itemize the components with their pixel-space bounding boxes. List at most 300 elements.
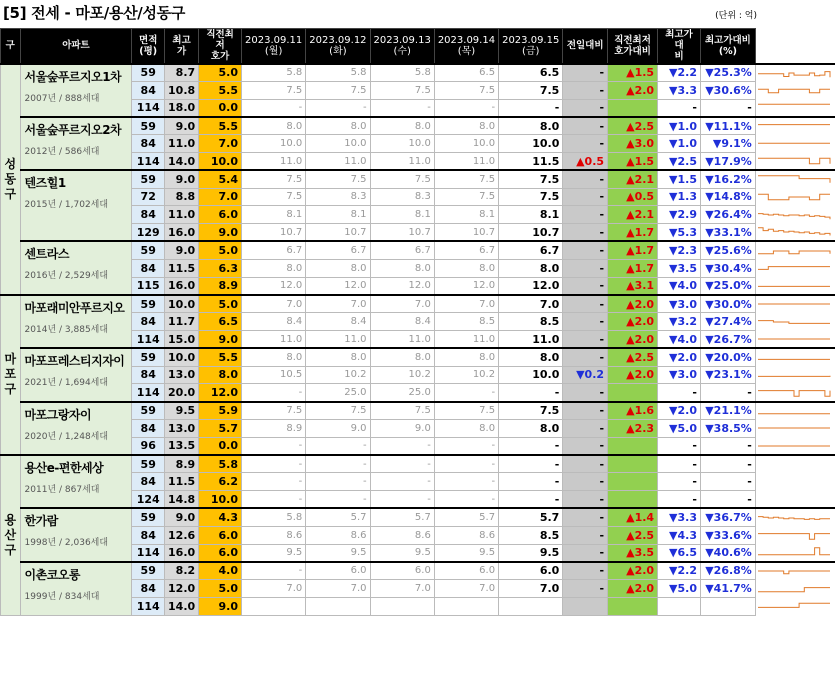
prev-low-ask-cell: 7.0 xyxy=(199,188,242,206)
price-cell: 8.0 xyxy=(434,259,498,277)
max-compare-cell: - xyxy=(658,491,701,509)
apartment-info: 1999년 / 834세대 xyxy=(24,591,100,602)
price-cell-today: 8.0 xyxy=(499,117,563,135)
price-cell: 11.0 xyxy=(434,152,498,170)
max-compare-pct-cell: - xyxy=(701,99,756,117)
price-cell: 8.1 xyxy=(242,206,306,224)
day-change-cell: - xyxy=(563,241,608,259)
prev-low-ask-cell: 5.8 xyxy=(199,455,242,473)
price-cell: 8.3 xyxy=(306,188,370,206)
day-change-cell: - xyxy=(563,135,608,153)
apartment-cell xyxy=(20,402,132,455)
sparkline-series xyxy=(758,71,830,77)
price-cell-today: 11.5 xyxy=(499,152,563,170)
max-compare-pct-cell: ▼9.1% xyxy=(701,135,756,153)
max-compare-cell: ▼4.0 xyxy=(658,330,701,348)
apartment-name: 용산e-편한세상 xyxy=(24,461,104,476)
max-price-cell: 13.5 xyxy=(165,437,199,455)
price-cell-today: 6.0 xyxy=(499,562,563,580)
max-compare-cell: ▼2.0 xyxy=(658,348,701,366)
sparkline xyxy=(756,99,832,115)
price-cell: 6.7 xyxy=(242,241,306,259)
prev-low-ask-cell: 10.0 xyxy=(199,491,242,509)
prev-low-ask-cell: 5.4 xyxy=(199,170,242,188)
area-cell: 129 xyxy=(132,224,165,242)
table-row xyxy=(1,348,835,366)
district-name: 용산구 xyxy=(1,455,21,615)
area-cell: 84 xyxy=(132,259,165,277)
area-cell: 84 xyxy=(132,313,165,331)
apartment-info: 2007년 / 888세대 xyxy=(24,93,100,104)
max-compare-cell: ▼4.0 xyxy=(658,277,701,295)
max-compare-pct-cell: ▼17.9% xyxy=(701,152,756,170)
max-price-cell: 18.0 xyxy=(165,99,199,117)
price-cell: - xyxy=(370,99,434,117)
apartment-cell xyxy=(20,295,132,348)
price-cell-today: 8.5 xyxy=(499,526,563,544)
day-change-cell: - xyxy=(563,562,608,580)
table-row xyxy=(1,402,835,420)
price-cell: - xyxy=(242,491,306,509)
price-cell: - xyxy=(434,99,498,117)
low-compare-cell: ▲2.1 xyxy=(608,170,658,188)
header-date-3: 2023.09.14 (목) xyxy=(434,29,498,64)
price-cell: 10.2 xyxy=(306,366,370,384)
low-compare-cell: ▲1.4 xyxy=(608,508,658,526)
price-cell: 5.8 xyxy=(370,64,434,82)
area-cell: 96 xyxy=(132,437,165,455)
apartment-info: 2020년 / 1,248세대 xyxy=(24,431,109,442)
apartment-name: 이촌코오롱 xyxy=(24,567,81,582)
area-cell: 72 xyxy=(132,188,165,206)
prev-low-ask-cell: 0.0 xyxy=(199,437,242,455)
apartment-name: 서울숲푸르지오1차 xyxy=(24,69,122,84)
low-compare-cell: ▲3.5 xyxy=(608,544,658,562)
low-compare-cell: ▲3.1 xyxy=(608,277,658,295)
area-cell: 114 xyxy=(132,544,165,562)
max-compare-pct-cell: ▼20.0% xyxy=(701,348,756,366)
max-price-cell: 13.0 xyxy=(165,366,199,384)
low-compare-cell xyxy=(608,99,658,117)
prev-low-ask-cell: 9.0 xyxy=(199,224,242,242)
sparkline xyxy=(756,277,832,293)
area-cell: 59 xyxy=(132,64,165,82)
max-price-cell: 12.6 xyxy=(165,526,199,544)
max-compare-cell: ▼2.5 xyxy=(658,152,701,170)
max-compare-cell: ▼5.0 xyxy=(658,580,701,598)
max-compare-cell: ▼2.2 xyxy=(658,64,701,82)
max-price-cell: 8.8 xyxy=(165,188,199,206)
price-cell: 8.1 xyxy=(370,206,434,224)
price-cell: 8.1 xyxy=(306,206,370,224)
max-compare-pct-cell: ▼30.0% xyxy=(701,295,756,313)
max-compare-cell: - xyxy=(658,455,701,473)
prev-low-ask-cell: 7.0 xyxy=(199,135,242,153)
max-price-cell: 14.8 xyxy=(165,491,199,509)
day-change-cell: - xyxy=(563,491,608,509)
max-price-cell: 16.0 xyxy=(165,277,199,295)
max-compare-pct-cell: ▼14.8% xyxy=(701,188,756,206)
sparkline xyxy=(756,581,832,597)
max-price-cell: 11.0 xyxy=(165,135,199,153)
price-cell: 8.0 xyxy=(370,117,434,135)
price-cell: 7.5 xyxy=(242,170,306,188)
price-cell: 8.0 xyxy=(306,117,370,135)
sparkline xyxy=(756,510,832,526)
max-compare-pct-cell: ▼16.2% xyxy=(701,170,756,188)
day-change-cell: - xyxy=(563,348,608,366)
area-cell: 114 xyxy=(132,597,165,615)
sparkline xyxy=(756,598,832,614)
area-cell: 84 xyxy=(132,206,165,224)
max-compare-cell: ▼3.3 xyxy=(658,508,701,526)
price-cell: 6.0 xyxy=(434,562,498,580)
table-row xyxy=(1,241,835,259)
sparkline-series xyxy=(758,320,830,323)
max-compare-pct-cell: ▼36.7% xyxy=(701,508,756,526)
price-cell: - xyxy=(306,473,370,491)
price-cell-today: - xyxy=(499,473,563,491)
low-compare-cell: ▲2.0 xyxy=(608,330,658,348)
max-price-cell: 15.0 xyxy=(165,330,199,348)
low-compare-cell xyxy=(608,455,658,473)
price-cell: 7.5 xyxy=(370,81,434,99)
max-compare-cell: ▼3.3 xyxy=(658,81,701,99)
low-compare-cell: ▲1.7 xyxy=(608,224,658,242)
price-cell: 7.5 xyxy=(434,188,498,206)
prev-low-ask-cell: 5.0 xyxy=(199,295,242,313)
price-cell: 9.0 xyxy=(306,419,370,437)
price-cell-today: 8.0 xyxy=(499,259,563,277)
max-compare-pct-cell: ▼26.8% xyxy=(701,562,756,580)
prev-low-ask-cell: 6.5 xyxy=(199,313,242,331)
sparkline xyxy=(756,350,832,366)
district-name: 성동구 xyxy=(1,64,21,295)
sparkline-cell xyxy=(755,277,835,295)
area-cell: 59 xyxy=(132,170,165,188)
price-cell-today: - xyxy=(499,384,563,402)
price-cell: 10.0 xyxy=(306,135,370,153)
price-cell-today: 10.7 xyxy=(499,224,563,242)
header-maxcmp: 최고가대 비 xyxy=(658,29,701,64)
apartment-info: 2014년 / 3,885세대 xyxy=(24,324,109,335)
price-cell: 7.5 xyxy=(242,81,306,99)
max-compare-pct-cell: ▼30.6% xyxy=(701,81,756,99)
apartment-cell xyxy=(20,241,132,294)
day-change-cell: - xyxy=(563,259,608,277)
price-cell: - xyxy=(434,384,498,402)
area-cell: 59 xyxy=(132,348,165,366)
day-change-cell: ▼0.2 xyxy=(563,366,608,384)
max-compare-cell: ▼3.0 xyxy=(658,366,701,384)
price-cell: - xyxy=(242,384,306,402)
low-compare-cell: ▲2.0 xyxy=(608,366,658,384)
sparkline-series xyxy=(758,89,830,93)
max-compare-cell: - xyxy=(658,384,701,402)
low-compare-cell: ▲2.0 xyxy=(608,580,658,598)
max-price-cell: 14.0 xyxy=(165,152,199,170)
table-row xyxy=(1,170,835,188)
day-change-cell: - xyxy=(563,580,608,598)
price-cell: 8.0 xyxy=(434,419,498,437)
low-compare-cell xyxy=(608,384,658,402)
price-cell: 8.1 xyxy=(434,206,498,224)
price-cell: 7.5 xyxy=(306,81,370,99)
max-compare-cell: ▼4.3 xyxy=(658,526,701,544)
price-cell: 5.8 xyxy=(306,64,370,82)
prev-low-ask-cell: 8.9 xyxy=(199,277,242,295)
max-compare-cell: ▼1.5 xyxy=(658,170,701,188)
sparkline xyxy=(756,153,832,169)
sparkline-cell xyxy=(755,384,835,402)
max-price-cell: 10.0 xyxy=(165,295,199,313)
price-cell: 5.8 xyxy=(242,64,306,82)
price-cell: 7.5 xyxy=(434,402,498,420)
header-date-4: 2023.09.15 (금) xyxy=(499,29,563,64)
price-cell: - xyxy=(306,491,370,509)
max-price-cell: 8.7 xyxy=(165,64,199,82)
apartment-info: 2011년 / 867세대 xyxy=(24,485,100,496)
max-price-cell: 9.0 xyxy=(165,117,199,135)
price-cell: 7.0 xyxy=(242,580,306,598)
price-cell: 9.0 xyxy=(370,419,434,437)
sparkline-cell xyxy=(755,313,835,331)
area-cell: 59 xyxy=(132,241,165,259)
max-compare-cell: ▼6.5 xyxy=(658,544,701,562)
price-cell-today: - xyxy=(499,455,563,473)
header-date-0: 2023.09.11 (월) xyxy=(242,29,306,64)
sparkline-series xyxy=(758,587,830,591)
area-cell: 84 xyxy=(132,580,165,598)
price-cell: 8.0 xyxy=(242,259,306,277)
max-compare-pct-cell: ▼26.7% xyxy=(701,330,756,348)
area-cell: 124 xyxy=(132,491,165,509)
price-cell: 11.0 xyxy=(242,152,306,170)
price-cell: 11.0 xyxy=(370,330,434,348)
price-cell: - xyxy=(242,473,306,491)
max-compare-cell: ▼1.0 xyxy=(658,135,701,153)
price-cell: 11.0 xyxy=(306,330,370,348)
price-cell: 25.0 xyxy=(370,384,434,402)
area-cell: 114 xyxy=(132,152,165,170)
prev-low-ask-cell: 6.3 xyxy=(199,259,242,277)
sparkline-cell xyxy=(755,117,835,135)
sparkline-cell xyxy=(755,597,835,615)
day-change-cell: - xyxy=(563,81,608,99)
area-cell: 59 xyxy=(132,295,165,313)
price-cell: 8.0 xyxy=(434,348,498,366)
area-cell: 84 xyxy=(132,473,165,491)
price-cell: 10.7 xyxy=(306,224,370,242)
low-compare-cell: ▲3.0 xyxy=(608,135,658,153)
price-cell: 8.6 xyxy=(370,526,434,544)
area-cell: 59 xyxy=(132,562,165,580)
price-cell-today: 7.5 xyxy=(499,402,563,420)
sparkline xyxy=(756,260,832,276)
max-price-cell: 20.0 xyxy=(165,384,199,402)
sparkline xyxy=(756,384,832,400)
sparkline-cell xyxy=(755,366,835,384)
low-compare-cell: ▲1.7 xyxy=(608,259,658,277)
price-cell: 10.7 xyxy=(434,224,498,242)
apartment-info: 2016년 / 2,529세대 xyxy=(24,271,109,282)
day-change-cell: - xyxy=(563,188,608,206)
sparkline-cell xyxy=(755,526,835,544)
max-compare-cell: - xyxy=(658,99,701,117)
table-row xyxy=(1,562,835,580)
price-cell: 8.4 xyxy=(242,313,306,331)
sparkline-cell xyxy=(755,348,835,366)
price-cell: 7.0 xyxy=(242,295,306,313)
price-cell: 8.4 xyxy=(370,313,434,331)
apartment-info: 1998년 / 2,036세대 xyxy=(24,538,109,549)
sparkline-series xyxy=(758,534,830,540)
price-cell xyxy=(370,597,434,615)
apartment-cell xyxy=(20,117,132,170)
apartment-name: 마포래미안푸르지오 xyxy=(24,300,125,315)
price-cell-today: 7.5 xyxy=(499,81,563,99)
max-compare-pct-cell: ▼11.1% xyxy=(701,117,756,135)
area-cell: 59 xyxy=(132,117,165,135)
prev-low-ask-cell: 10.0 xyxy=(199,152,242,170)
low-compare-cell: ▲2.0 xyxy=(608,313,658,331)
low-compare-cell xyxy=(608,597,658,615)
price-cell: 8.3 xyxy=(370,188,434,206)
table-row xyxy=(1,508,835,526)
apartment-cell xyxy=(20,508,132,561)
price-cell-today: 12.0 xyxy=(499,277,563,295)
prev-low-ask-cell: 5.0 xyxy=(199,241,242,259)
price-cell: - xyxy=(370,455,434,473)
max-compare-pct-cell: - xyxy=(701,384,756,402)
page-title: [5] 전세 - 마포/용산/성동구 xyxy=(3,4,186,22)
sparkline xyxy=(756,189,832,205)
price-cell: 9.5 xyxy=(306,544,370,562)
max-compare-cell: ▼3.2 xyxy=(658,313,701,331)
low-compare-cell: ▲1.5 xyxy=(608,152,658,170)
price-cell: 5.8 xyxy=(242,508,306,526)
price-cell: 6.5 xyxy=(434,64,498,82)
apartment-name: 마포그랑자이 xyxy=(24,407,92,422)
sparkline-series xyxy=(758,603,830,607)
sparkline-series xyxy=(758,376,830,377)
sparkline-series xyxy=(758,571,830,574)
day-change-cell: - xyxy=(563,99,608,117)
price-cell: - xyxy=(370,437,434,455)
price-cell: 7.0 xyxy=(370,580,434,598)
max-price-cell: 11.5 xyxy=(165,259,199,277)
price-cell: 7.5 xyxy=(306,402,370,420)
apartment-info: 2021년 / 1,694세대 xyxy=(24,378,109,389)
sparkline-cell xyxy=(755,544,835,562)
sparkline-cell xyxy=(755,152,835,170)
price-cell-today: - xyxy=(499,437,563,455)
sparkline xyxy=(756,420,832,436)
prev-low-ask-cell: 6.0 xyxy=(199,544,242,562)
sparkline xyxy=(756,224,832,240)
price-cell: - xyxy=(434,491,498,509)
price-cell xyxy=(306,597,370,615)
price-cell: - xyxy=(242,437,306,455)
max-compare-cell: ▼1.0 xyxy=(658,117,701,135)
header-row xyxy=(1,29,835,64)
low-compare-cell: ▲2.5 xyxy=(608,526,658,544)
max-compare-pct-cell: ▼21.1% xyxy=(701,402,756,420)
table-row xyxy=(1,295,835,313)
max-compare-pct-cell: ▼27.4% xyxy=(701,313,756,331)
area-cell: 59 xyxy=(132,508,165,526)
price-cell: 10.2 xyxy=(434,366,498,384)
sparkline-series xyxy=(758,548,830,555)
price-cell-today: 7.0 xyxy=(499,295,563,313)
price-cell: - xyxy=(242,455,306,473)
sparkline-cell xyxy=(755,508,835,526)
max-price-cell: 9.5 xyxy=(165,402,199,420)
max-compare-pct-cell: - xyxy=(701,491,756,509)
price-cell: 11.0 xyxy=(370,152,434,170)
sparkline xyxy=(756,136,832,152)
day-change-cell: - xyxy=(563,455,608,473)
sparkline-cell xyxy=(755,99,835,117)
day-change-cell: - xyxy=(563,330,608,348)
price-cell: 7.5 xyxy=(242,402,306,420)
table-body xyxy=(1,64,835,616)
price-cell: 11.0 xyxy=(434,330,498,348)
price-cell: 8.0 xyxy=(370,348,434,366)
low-compare-cell: ▲2.5 xyxy=(608,117,658,135)
area-cell: 114 xyxy=(132,384,165,402)
area-cell: 114 xyxy=(132,330,165,348)
max-compare-cell: ▼2.3 xyxy=(658,241,701,259)
sparkline-cell xyxy=(755,295,835,313)
max-price-cell: 9.0 xyxy=(165,508,199,526)
prev-low-ask-cell: 6.2 xyxy=(199,473,242,491)
price-cell: 7.0 xyxy=(434,580,498,598)
price-cell: 10.0 xyxy=(242,135,306,153)
price-cell-today: 6.7 xyxy=(499,241,563,259)
price-cell: 8.0 xyxy=(242,348,306,366)
price-cell: - xyxy=(306,99,370,117)
price-cell: 11.0 xyxy=(306,152,370,170)
max-compare-pct-cell: ▼23.1% xyxy=(701,366,756,384)
low-compare-cell: ▲0.5 xyxy=(608,188,658,206)
header-lowcmp: 직전최저 호가대비 xyxy=(608,29,658,64)
max-compare-cell: ▼3.0 xyxy=(658,295,701,313)
max-compare-cell: ▼5.3 xyxy=(658,224,701,242)
sparkline xyxy=(756,403,832,419)
header-gu: 구 xyxy=(1,29,21,64)
max-compare-cell: - xyxy=(658,437,701,455)
price-cell: 11.0 xyxy=(242,330,306,348)
max-price-cell: 16.0 xyxy=(165,224,199,242)
max-compare-cell: ▼2.2 xyxy=(658,562,701,580)
price-cell: 8.0 xyxy=(306,259,370,277)
header-area: 면적 (평) xyxy=(132,29,165,64)
day-change-cell: - xyxy=(563,419,608,437)
area-cell: 59 xyxy=(132,455,165,473)
price-cell: 8.4 xyxy=(306,313,370,331)
low-compare-cell xyxy=(608,491,658,509)
max-compare-pct-cell: ▼25.6% xyxy=(701,241,756,259)
price-cell: 12.0 xyxy=(434,277,498,295)
price-cell: 7.0 xyxy=(370,295,434,313)
sparkline-cell xyxy=(755,135,835,153)
sparkline-series xyxy=(758,516,830,519)
apartment-cell xyxy=(20,170,132,241)
price-cell: 5.7 xyxy=(434,508,498,526)
max-compare-pct-cell xyxy=(701,597,756,615)
low-compare-cell: ▲2.0 xyxy=(608,81,658,99)
